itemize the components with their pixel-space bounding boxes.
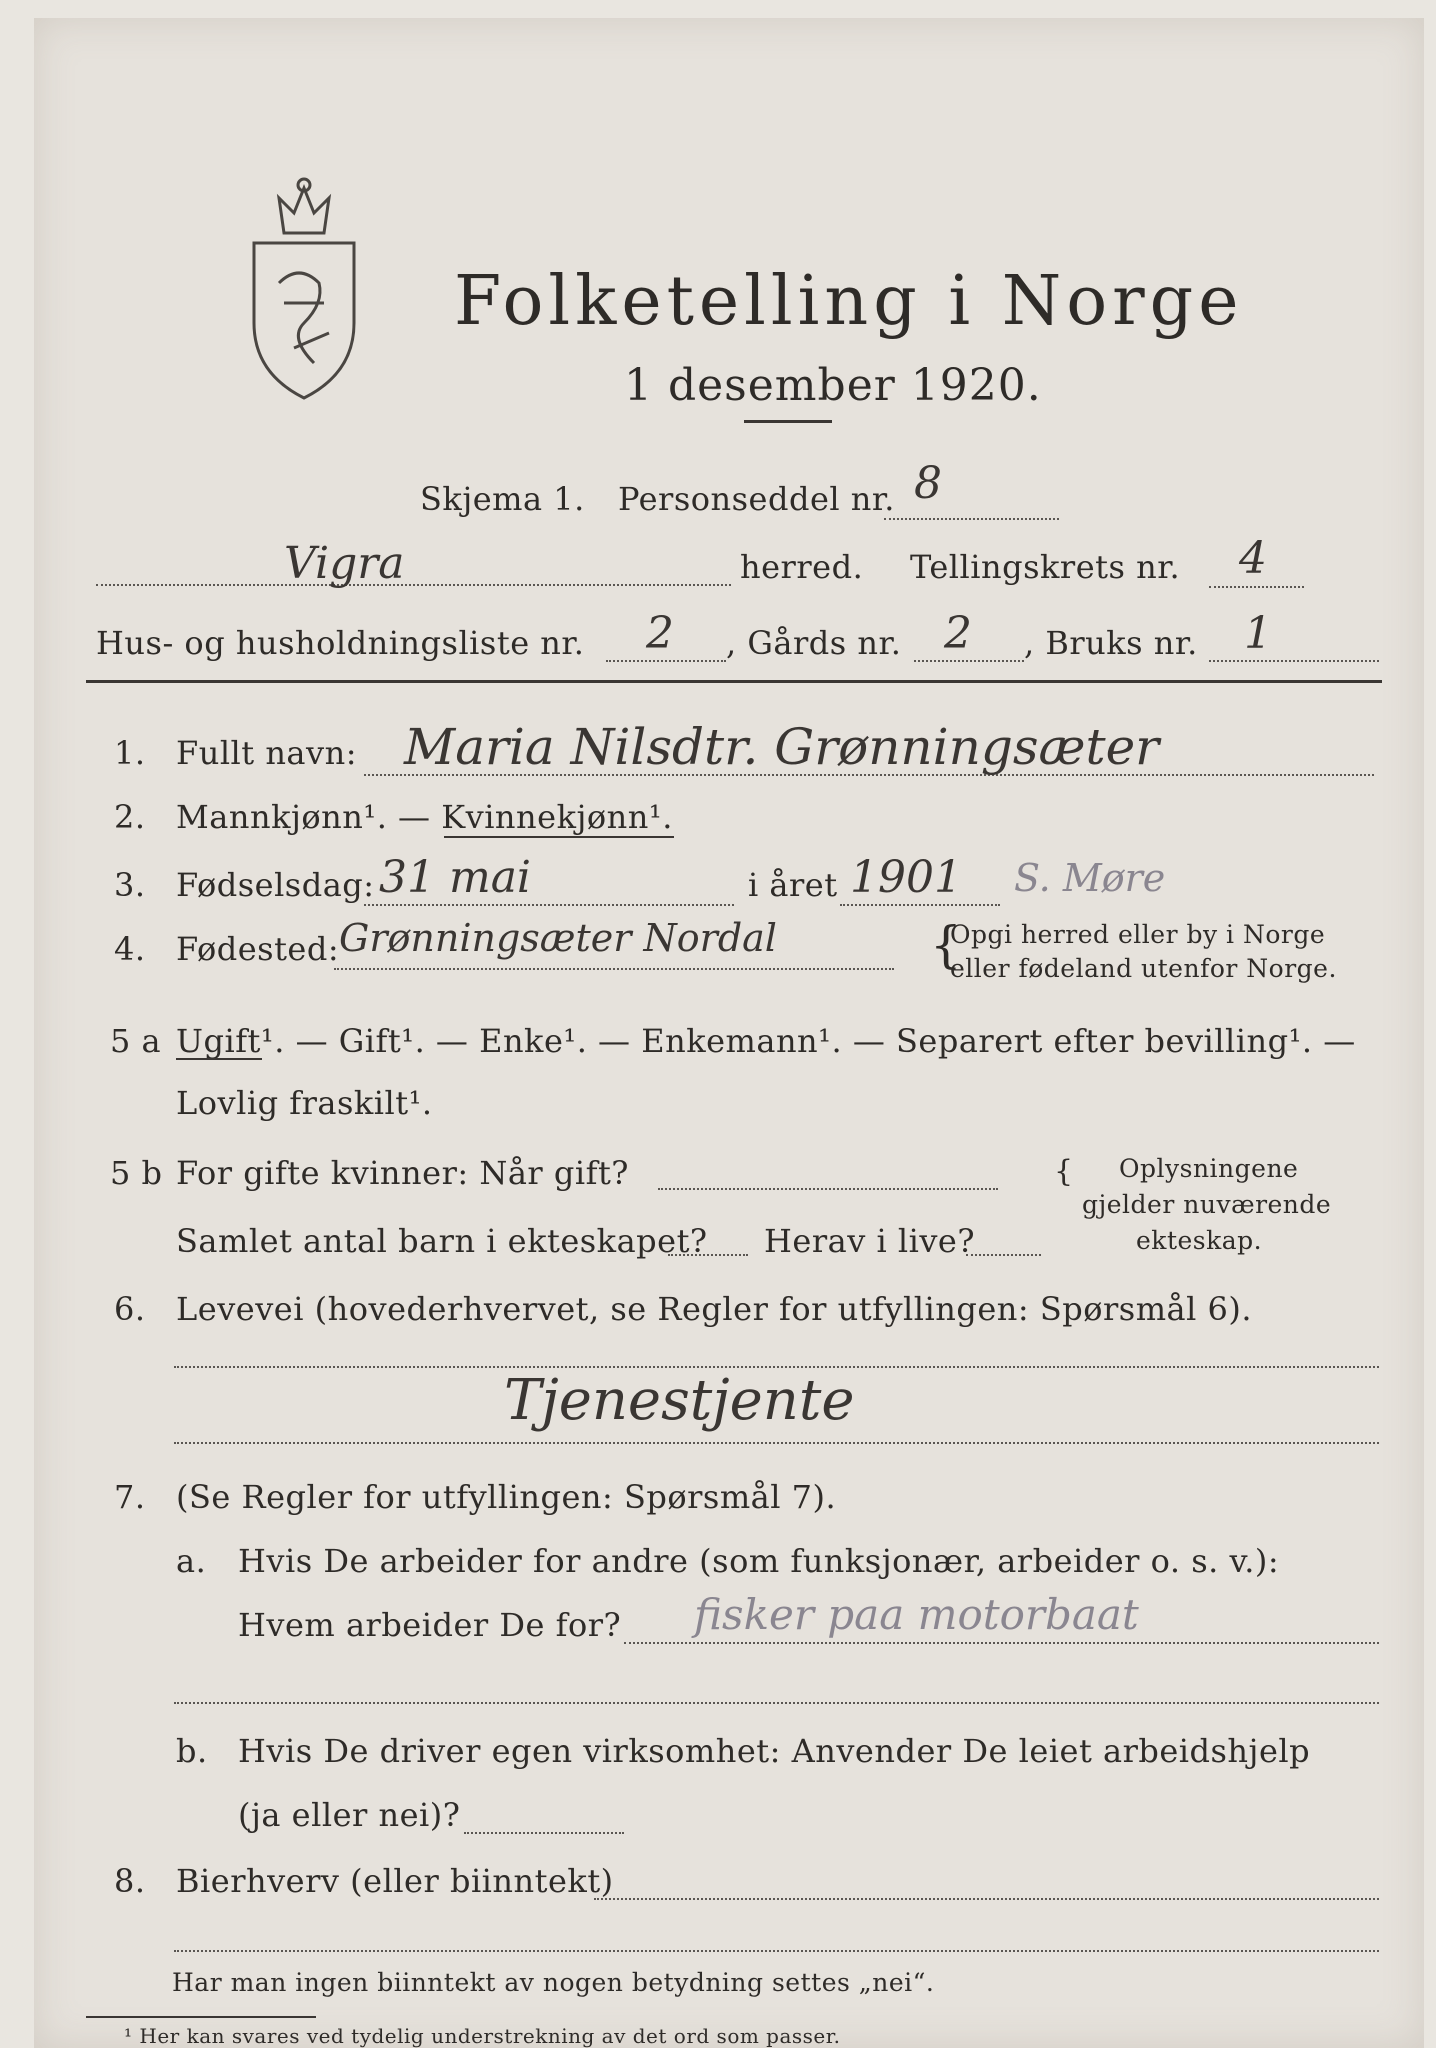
q3-note: S. Møre — [1014, 856, 1166, 900]
tellingskrets-line — [1209, 586, 1304, 588]
q7b-line1: Hvis De driver egen virksomhet: Anvender De leiet arbeidshjelp — [238, 1732, 1311, 1770]
q4-line — [334, 968, 894, 970]
form-title: Folketelling i Norge — [454, 262, 1244, 341]
title-divider — [744, 420, 832, 423]
q5b-bracket: { — [1054, 1154, 1074, 1189]
census-date: 1 desember 1920. — [624, 360, 1042, 411]
footer-note: Har man ingen biinntekt av nogen betydning settes „nei“. — [172, 1968, 935, 1997]
q8-number: 8. — [114, 1862, 146, 1900]
q3-day-line — [364, 904, 734, 906]
q2-kvinnekjonn-underline — [444, 836, 674, 838]
personseddel-label: Personseddel nr. — [618, 480, 895, 518]
q7a-value[interactable]: fisker paa motorbaat — [694, 1590, 1139, 1639]
q5b-line2: Samlet antal barn i ekteskapet? — [176, 1222, 708, 1260]
q7a-letter: a. — [176, 1542, 207, 1580]
gards-value[interactable]: 2 — [944, 608, 972, 659]
q3-value[interactable]: 31 mai — [379, 852, 532, 903]
q7-label: (Se Regler for utfyllingen: Spørsmål 7). — [176, 1478, 837, 1516]
q6-line2 — [174, 1442, 1379, 1444]
herred-label: herred. — [740, 548, 864, 586]
q6-number: 6. — [114, 1290, 146, 1328]
skjema-label: Skjema 1. — [420, 480, 585, 518]
q8-line2 — [174, 1950, 1379, 1952]
q3-year-line — [840, 904, 1000, 906]
q7b-letter: b. — [176, 1732, 208, 1770]
q5b-barn-line — [668, 1254, 748, 1256]
q2-number: 2. — [114, 798, 146, 836]
q1-label: Fullt navn: — [176, 734, 357, 772]
q5b-number: 5 b — [110, 1154, 163, 1192]
q7b-line — [464, 1832, 624, 1834]
hus-value[interactable]: 2 — [646, 608, 674, 659]
herred-value[interactable]: Vigra — [284, 538, 405, 589]
q2-label: Mannkjønn¹. — Kvinnekjønn¹. — [176, 798, 673, 836]
q5b-note-line3: ekteskap. — [1136, 1226, 1263, 1255]
tellingskrets-value[interactable]: 4 — [1239, 533, 1267, 584]
q1-value[interactable]: Maria Nilsdtr. Grønningsæter — [404, 718, 1160, 776]
q6-label: Levevei (hovederhvervet, se Regler for utfyllingen: Spørsmål 6). — [176, 1290, 1253, 1328]
q7a-line1: Hvis De arbeider for andre (som funksjonær, arbeider o. s. v.): — [238, 1542, 1280, 1580]
q1-number: 1. — [114, 734, 146, 772]
bruks-label: , Bruks nr. — [1024, 624, 1198, 662]
q5b-note-line1: Oplysningene — [1119, 1154, 1299, 1183]
q5a-line1: Ugift¹. — Gift¹. — Enke¹. — Enkemann¹. — Separert efter bevilling¹. — — [176, 1022, 1356, 1060]
footnote: ¹ Her kan svares ved tydelig understrekning av det ord som passer. — [124, 2024, 841, 2048]
q4-label: Fødested: — [176, 930, 340, 968]
footnote-divider — [86, 2016, 316, 2018]
q5a-number: 5 a — [110, 1022, 162, 1060]
q7b-line2: (ja eller nei)? — [238, 1796, 461, 1834]
q5b-gift-line — [658, 1188, 998, 1190]
q4-value[interactable]: Grønningsæter Nordal — [339, 916, 777, 960]
q7-number: 7. — [114, 1478, 146, 1516]
section-divider — [86, 680, 1382, 683]
q5b-note-line2: gjelder nuværende — [1082, 1190, 1332, 1219]
q4-note-line1: Opgi herred eller by i Norge — [950, 920, 1326, 949]
q5b-line1: For gifte kvinner: Når gift? — [176, 1154, 629, 1192]
bruks-line — [1209, 660, 1379, 662]
q5b-line2b: Herav i live? — [764, 1222, 976, 1260]
q4-bracket: { — [930, 916, 963, 974]
hus-label: Hus- og husholdningsliste nr. — [96, 624, 585, 662]
q3-year-value[interactable]: 1901 — [850, 852, 962, 903]
q5a-line2: Lovlig fraskilt¹. — [176, 1084, 433, 1122]
q3-year-label: i året — [748, 866, 838, 904]
bruks-value[interactable]: 1 — [1244, 608, 1272, 659]
q5a-ugift-underline — [176, 1058, 262, 1060]
q4-number: 4. — [114, 930, 146, 968]
herred-line — [96, 584, 731, 586]
gards-label: , Gårds nr. — [726, 624, 902, 662]
gards-line — [914, 660, 1024, 662]
hus-line — [606, 660, 726, 662]
norway-coat-of-arms-icon — [244, 173, 364, 403]
census-form-page — [34, 18, 1424, 2048]
q7a-line2: Hvem arbeider De for? — [238, 1606, 622, 1644]
q4-note-line2: eller fødeland utenfor Norge. — [950, 954, 1337, 983]
personseddel-value[interactable]: 8 — [914, 458, 942, 509]
q6-value[interactable]: Tjenestjente — [504, 1368, 855, 1433]
q7a-line2-dots — [174, 1702, 1379, 1704]
q8-line1 — [594, 1898, 1379, 1900]
personseddel-line — [884, 518, 1059, 520]
q8-label: Bierhverv (eller biinntekt) — [176, 1862, 614, 1900]
q3-number: 3. — [114, 866, 146, 904]
q5b-live-line — [966, 1254, 1041, 1256]
q7a-line — [624, 1642, 1379, 1644]
tellingskrets-label: Tellingskrets nr. — [910, 548, 1181, 586]
q3-label: Fødselsdag: — [176, 866, 375, 904]
